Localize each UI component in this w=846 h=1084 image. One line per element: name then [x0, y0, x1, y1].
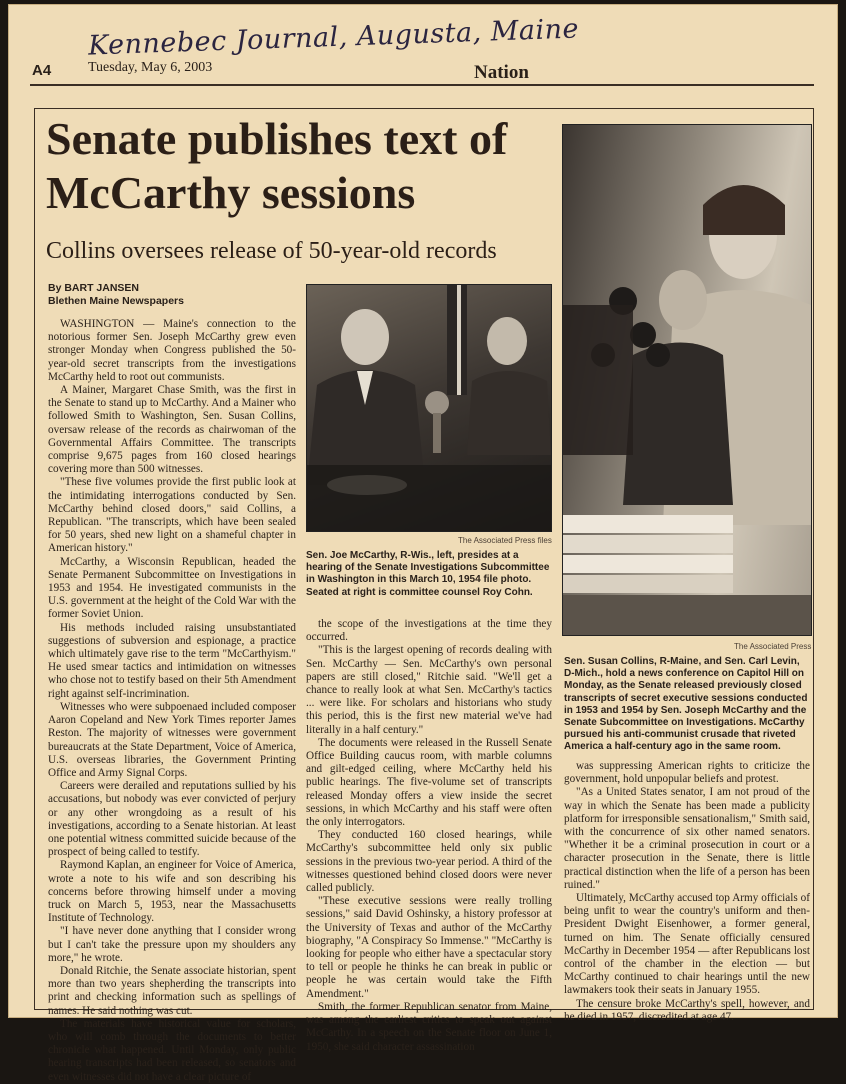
- article-column-3: [564, 760, 810, 1023]
- paragraph: WASHINGTON — Maine's connection to the notorious former Sen. Joseph McCarthy grew even stronger Monday when Congress published the 50-year-old secret transcripts from the investigations McCarthy held to root out communists.: [48, 318, 296, 383]
- page-number: A4: [32, 62, 52, 79]
- photo-caption: Sen. Joe McCarthy, R-Wis., left, presides at a hearing of the Senate Investigations Subcommittee in Washington in this March 10, 1954 file photo. Seated at right is committee counsel Roy Cohn.: [306, 550, 550, 598]
- photo-caption: Sen. Susan Collins, R-Maine, and Sen. Carl Levin, D-Mich., hold a news conference on Capitol Hill on Monday, as the Senate released previously closed transcripts of secret executive sessions conducted in 1953 and 1954 by Sen. Joseph McCarthy and the Senate Subcommittee on Investigations. McCarthy pursued his anti-communist crusade that riveted America a half-century ago in the same room.: [564, 656, 808, 753]
- issue-date: Tuesday, May 6, 2003: [88, 60, 213, 75]
- paragraph: "These executive sessions were really trolling sessions," said David Oshinsky, a history professor at the University of Texas and author of the McCarthy biography, "A Conspiracy So Immense." "McCarthy is looking for people who either have a spectacular story to tell or people he thinks he can break in public or people he was certain would take the Fifth Amendment.": [306, 895, 552, 1000]
- headline: Senate publishes text of McCarthy sessions: [46, 113, 508, 218]
- article-column-1: [48, 318, 296, 1083]
- paragraph: His methods included raising unsubstantiated suggestions of subversion and espionage, a practice which ultimately gave rise to the term "McCarthyism." He used smear tactics and intimidation on witnesses who chose not to testify based on their 5th Amendment right against self-incrimination.: [48, 621, 296, 700]
- paragraph: Witnesses who were subpoenaed included composer Aaron Copeland and New York Times reporter James Reston. The majority of witnesses were government bureaucrats at the State Department, Voice of America, U.S. overseas libraries, the Government Printing Office and Army Signal Corps.: [48, 700, 296, 779]
- paragraph: the scope of the investigations at the time they occurred.: [306, 618, 552, 644]
- paragraph: They conducted 160 closed hearings, while McCarthy's subcommittee held only six public sessions in the previous two-year period. A third of the witnesses questioned behind closed doors were never called publicly.: [306, 829, 552, 895]
- header-rule: [30, 84, 814, 86]
- section-name: Nation: [474, 62, 529, 83]
- subheadline: Collins oversees release of 50-year-old records: [46, 238, 497, 264]
- paragraph: "This is the largest opening of records dealing with Sen. McCarthy — Sen. McCarthy's own personal papers are still closed," Ritchie said. "We'll get a chance to really look at what Sen. McCarthy's tactics ... were like. For scholars and historians who study this period, this is the first new material we've had literally in a half century.": [306, 644, 552, 736]
- handwritten-note: Kennebec Journal, Augusta, Maine: [87, 13, 580, 62]
- photo-credit: The Associated Press: [734, 642, 812, 651]
- paragraph: Donald Ritchie, the Senate associate historian, spent more than two years shepherding the transcripts into print and checking information such as spellings of names. He said nothing was cut.: [48, 964, 296, 1017]
- paragraph: The censure broke McCarthy's spell, however, and he died in 1957, discredited at age 47.: [564, 997, 810, 1023]
- paragraph: A Mainer, Margaret Chase Smith, was the first in the Senate to stand up to McCarthy. And a Mainer who followed Smith to Washington, Sen. Susan Collins, oversaw release of the records as chairwoman of the Governmental Affairs Committee. The transcripts comprise 9,675 pages from 160 closed hearings covering more than 500 witnesses.: [48, 384, 296, 476]
- paragraph: Careers were derailed and reputations sullied by his accusations, but nobody was ever convicted of perjury or any other wrongdoing as a result of his investigations, according to a Senate historian. At least one potential witness committed suicide because of the prospect of being called to testify.: [48, 780, 296, 859]
- paragraph: "These five volumes provide the first public look at the intimidating interrogations conducted by Sen. McCarthy behind closed doors," said Collins, a Republican. "The transcripts, which have been sealed for 50 years, shed new light on a shameful chapter in American history.": [48, 476, 296, 555]
- paragraph: Raymond Kaplan, an engineer for Voice of America, wrote a note to his wife and son describing his concerns before throwing himself under a moving truck on March 5, 1953, near the Massachusetts Institute of Technology.: [48, 859, 296, 925]
- paragraph: was suppressing American rights to criticize the government, hold unpopular beliefs and protest.: [564, 760, 810, 786]
- paragraph: The documents were released in the Russell Senate Office Building caucus room, with marble columns and gilt-edged ceiling, where McCarthy held his public hearings. The five-volume set of transcripts released Monday offers a view inside the secret sessions, in which McCarthy and his staff were often the only interrogators.: [306, 736, 552, 829]
- paragraph: "I have never done anything that I consider wrong but I can't take the pressure upon my shoulders any more," he wrote.: [48, 925, 296, 964]
- photo-illustration: [307, 285, 551, 531]
- photo-illustration: [563, 125, 811, 635]
- article-column-2: [306, 618, 552, 1053]
- photo-credit: The Associated Press files: [458, 536, 552, 545]
- byline-author: By BART JANSEN: [48, 282, 140, 294]
- photo-collins-press-conference: [562, 124, 812, 636]
- byline: [48, 282, 184, 308]
- paragraph: "As a United States senator, I am not proud of the way in which the Senate has been made a publicity platform for irresponsible sensationalism," Smith said, with the concurrence of six other named senators. "Whether it be a criminal prosecution in court or a character prosecution in the Senate, there is little practical distinction when the life of a person has been ruined.": [564, 786, 810, 891]
- paragraph: Smith, the former Republican senator from Maine, was among the earliest critics to speak out against McCarthy. In a speech on the Senate floor on June 1, 1950, she said character assassination: [306, 1000, 552, 1053]
- photo-mccarthy-hearing: [306, 284, 552, 532]
- byline-organization: Blethen Maine Newspapers: [48, 295, 184, 307]
- paragraph: Ultimately, McCarthy accused top Army officials of being unfit to wear the country's uniform and then-President Dwight Eisenhower, a former general, turned on him. The Senate officially censured McCarthy in December 1954 — after Republicans lost control of the chamber in the election — but McCarthy continued to chair hearings until the new lawmakers took their seats in January 1955.: [564, 892, 810, 997]
- paragraph: McCarthy, a Wisconsin Republican, headed the Senate Permanent Subcommittee on Investigations in 1953 and 1954. He investigated communists in the U.S. government at the height of the Cold War with the former Soviet Union.: [48, 555, 296, 621]
- paragraph: The materials have historical value for scholars, who will comb through the documents to better chronicle what happened. Until Monday, only public hearing transcripts had been released, so senators and even witnesses did not have a clear picture of: [48, 1017, 296, 1083]
